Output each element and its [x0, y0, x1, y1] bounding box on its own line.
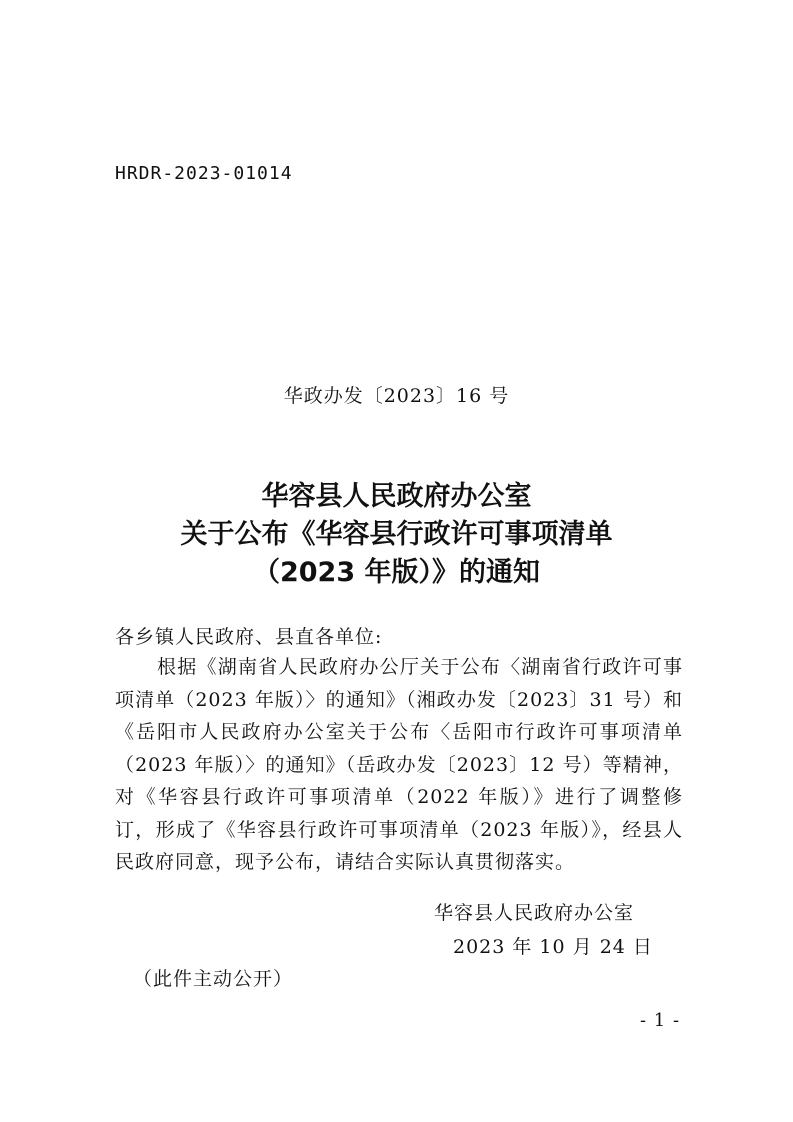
document-number: 华政办发〔2023〕16 号 — [283, 385, 510, 407]
document-title — [0, 478, 793, 592]
salutation: 各乡镇人民政府、县直各单位: — [115, 626, 383, 648]
document-code: HRDR-2023-01014 — [115, 163, 293, 184]
title-line-2: 关于公布《华容县行政许可事项清单 — [180, 519, 613, 550]
title-line-1: 华容县人民政府办公室 — [261, 481, 532, 512]
title-line-3: （2023 年版）》的通知 — [252, 557, 541, 588]
issuer-signature: 华容县人民政府办公室 — [434, 902, 635, 924]
public-disclosure-note: （此件主动公开） — [133, 968, 294, 990]
body-paragraph: 根据《湖南省人民政府办公厅关于公布〈湖南省行政许可事项清单（2023 年版）〉的通知》（湘政办发〔2023〕31 号）和《岳阳市人民政府办公室关于公布〈岳阳市行政许可事项清单（2023 年版）〉的通知》（岳政办发〔2023〕12 号）等精神，对《华容县行政许可事项清单（2022 年版）》进行了调整修订，形成了《华容县行政许可事项清单（2023 年版）》，经县人民政府同意，现予公布，请结合实际认真贯彻落实。 — [115, 656, 683, 873]
issue-date: 2023 年 10 月 24 日 — [453, 936, 653, 958]
page-number: - 1 - — [640, 1010, 681, 1031]
